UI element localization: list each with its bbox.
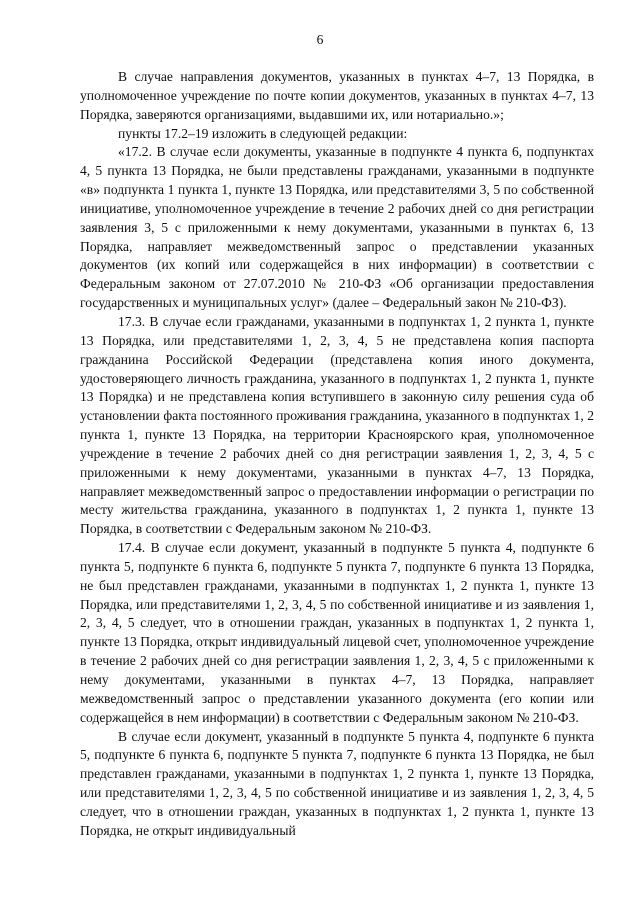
paragraph-amendment-intro: пункты 17.2–19 изложить в следующей редакции: [118,125,408,141]
paragraph-17-4: 17.4. В случае если документ, указанный в подпункте 5 пункта 4, подпункте 6 пункта 5, подпункте 6 пункта 6, подпункте 5 пункта 7, подпункте 6 пункта 13 Порядка, не был представлен гражданами, указанными в подпунктах 1, 2 пункта 1, пункте 13 Порядка, или представителями 1, 2, 3, 4, 5 по собственной инициативе и из заявления 1, 2, 3, 4, 5 следует, что в отношении граждан, указанных в подпунктах 1, 2 пункта 1, пункте 13 Порядка, открыт индивидуальный лицевой счет, уполномоченное учреждение в течение 2 рабочих дней со дня регистрации заявления 1, 2, 3, 4, 5 с приложенными к нему документами, указанными в пунктах 4–7, 13 Порядка, направляет межведомственный запрос о представлении указанного документа (его копии или содержащейся в нем информации) в соответствии с Федеральным законом № 210-ФЗ. [80,540,594,725]
paragraph-copies-certification: В случае направления документов, указанных в пунктах 4–7, 13 Порядка, в уполномоченное учреждение по почте копии документов, указанных в пунктах 4–7, 13 Порядка, заверяются организациями, выдавшими их, или нотариально.»; [80,69,594,122]
document-body [80,68,594,841]
paragraph-17-2: «17.2. В случае если документы, указанные в подпункте 4 пункта 6, подпунктах 4, 5 пункта 13 Порядка, не были представлены гражданами, указанными в подпункте «в» подпункта 1 пункта 1, пункте 13 Порядка, или представителями 3, 5 по собственной инициативе, уполномоченное учреждение в течение 2 рабочих дней со дня регистрации заявления 3, 5 с приложенными к нему документами, указанными в пунктах 6, 13 Порядка, направляет межведомственный запрос о представлении указанных документов (их копий или содержащейся в них информации) в соответствии с Федеральным законом от 27.07.2010 № 210-ФЗ «Об организации предоставления государственных и муниципальных услуг» (далее – Федеральный закон № 210-ФЗ). [80,144,594,311]
paragraph-17-4-continued: В случае если документ, указанный в подпункте 5 пункта 4, подпункте 6 пункта 5, подпункте 6 пункта 6, подпункте 5 пункта 7, подпункте 6 пункта 13 Порядка, не был представлен гражданами, указанными в подпунктах 1, 2 пункта 1, пункте 13 Порядка, или представителями 1, 2, 3, 4, 5 по собственной инициативе и из заявления 1, 2, 3, 4, 5 следует, что в отношении граждан, указанных в подпунктах 1, 2 пункта 1, пункте 13 Порядка, не открыт индивидуальный [80,728,594,838]
page-number: 6 [316,32,324,47]
paragraph-17-3: 17.3. В случае если гражданами, указанными в подпунктах 1, 2 пункта 1, пункте 13 Порядка, или представителями 1, 2, 3, 4, 5 не представлена копия паспорта гражданина Российской Федерации (представлена копия иного документа, удостоверяющего личность гражданина, указанного в подпунктах 1, 2 пункта 1, пункте 13 Порядка) и не представлена копия вступившего в законную силу решения суда об установлении факта постоянного проживания гражданина, указанного в подпунктах 1, 2 пункта 1, пункте 13 Порядка, на территории Красноярского края, уполномоченное учреждение в течение 2 рабочих дней со дня регистрации заявления 1, 2, 3, 4, 5 с приложенными к нему документами, указанными в пунктах 4–7, 13 Порядка, направляет межведомственный запрос о предоставлении информации о регистрации по месту жительства гражданина, указанного в подпунктах 1, 2 пункта 1, пункте 13 Порядка, в соответствии с Федеральным законом № 210-ФЗ. [80,313,594,537]
